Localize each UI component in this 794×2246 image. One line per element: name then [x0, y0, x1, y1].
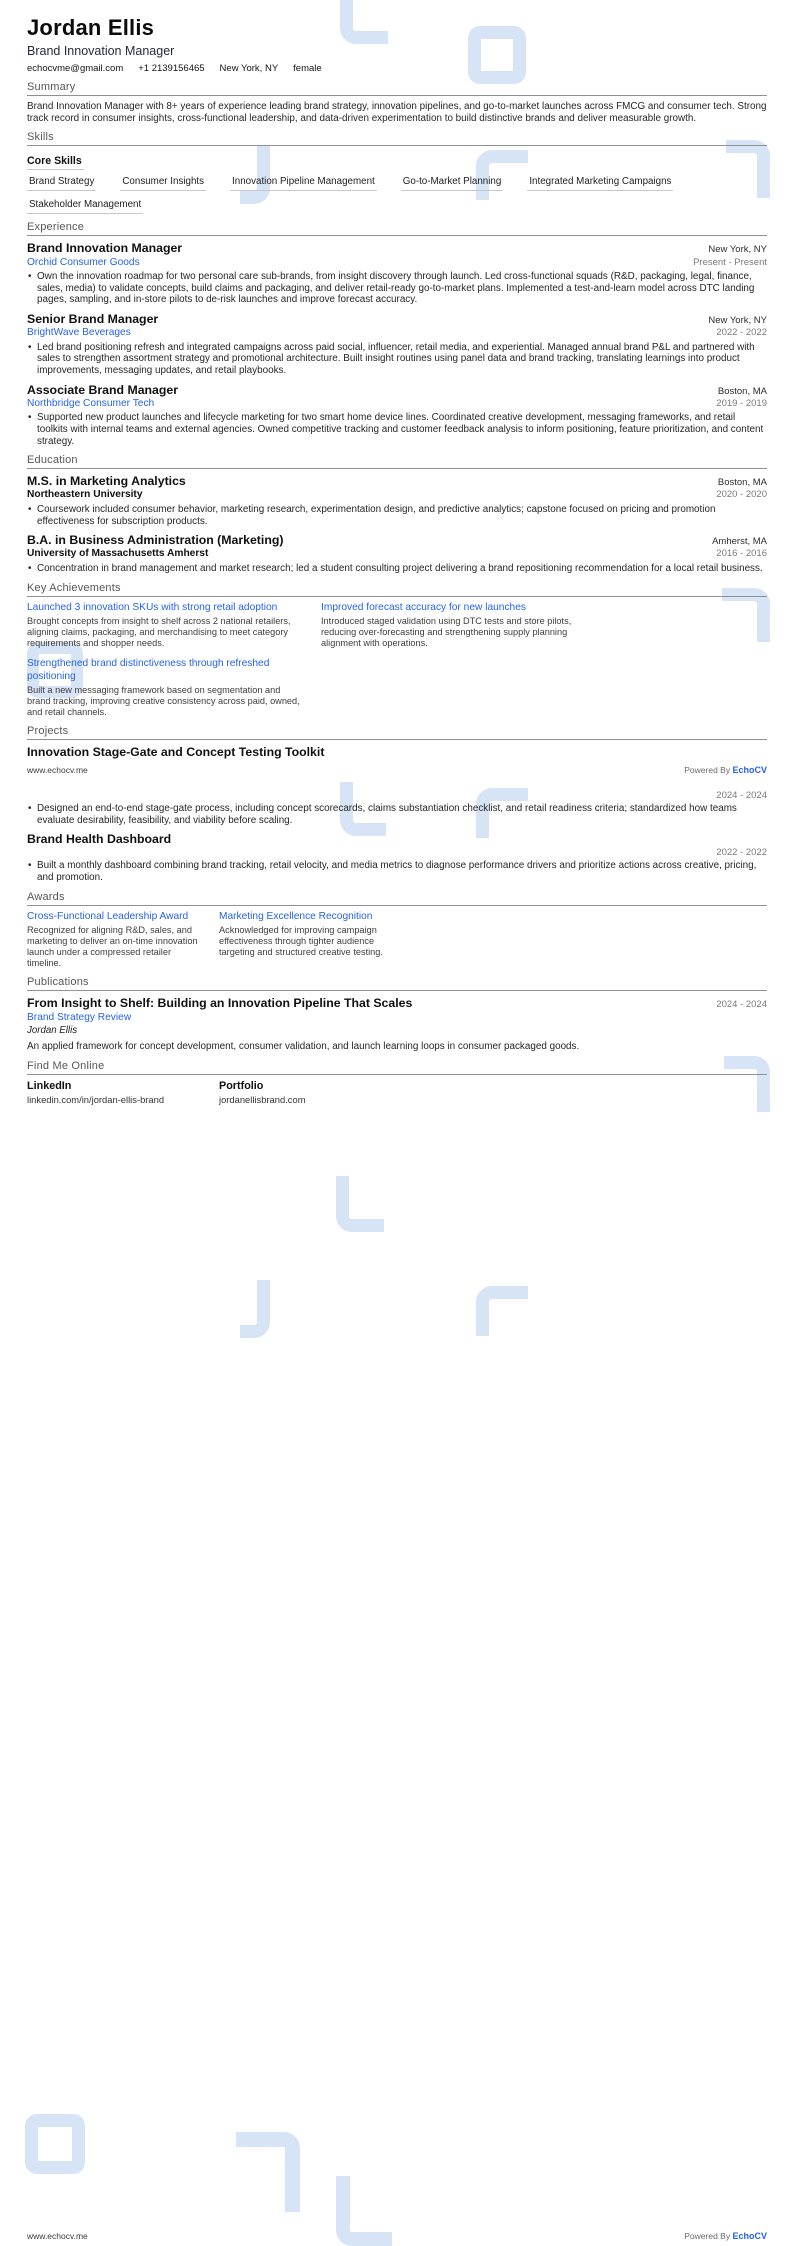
- job-location: Boston, MA: [717, 385, 767, 397]
- section-find-me-online: [27, 1060, 767, 1105]
- decorative-shape: [240, 1280, 270, 1338]
- degree-title: M.S. in Marketing Analytics: [27, 474, 186, 489]
- project-bullet: • Designed an end-to-end stage-gate process, including concept scorecards, claims substantiation checklist, and retail readiness criteria; standardized how teams evaluate desirability, feasibility, and viability before scaling.: [27, 803, 767, 826]
- decorative-shape: [25, 2114, 85, 2174]
- job-location: New York, NY: [708, 315, 767, 327]
- project-entry: [27, 790, 767, 826]
- decorative-shape: [336, 1176, 384, 1232]
- section-education: [27, 454, 767, 574]
- education-entry: [27, 533, 767, 574]
- skill-chip: Go-to-Market Planning: [401, 176, 504, 191]
- section-heading-experience: Experience: [27, 221, 767, 236]
- skill-chip-list: [27, 176, 767, 214]
- skill-group-label: Core Skills: [27, 155, 84, 170]
- publication-dates: 2024 - 2024: [716, 998, 767, 1010]
- publication-description: An applied framework for concept development, consumer validation, and launch learning loops in consumer packaged goods.: [27, 1040, 580, 1052]
- section-summary: [27, 81, 767, 125]
- job-bullet-list: [27, 412, 767, 447]
- online-link-url[interactable]: linkedin.com/in/jordan-ellis-brand: [27, 1093, 165, 1105]
- job-bullet: • Supported new product launches and lifecycle marketing for two smart home device lines. Coordinated creative development, messaging frameworks, and retail toolkits with internal teams and external agencies. Owned competitive tracking and customer feedback analysis to inform positioning, feature prioritization, and content strategy.: [27, 412, 767, 447]
- project-dates: 2022 - 2022: [716, 847, 767, 859]
- section-awards: [27, 891, 767, 969]
- job-title: Senior Brand Manager: [27, 312, 159, 327]
- degree-bullet-list: [27, 563, 767, 575]
- degree-bullet: • Coursework included consumer behavior, marketing research, experimentation design, and predictive analytics; capstone focused on pricing and promotion effectiveness for subscription products.: [27, 504, 767, 527]
- job-bullet: • Led brand positioning refresh and integrated campaigns across paid social, influencer, retail media, and experiential. Managed annual brand P&L and partnered with sales to strengthen assortment strategy and promotional architecture. Built insight routines using panel data and brand tracking, translating learnings into product improvements, messaging updates, and retail playbooks.: [27, 342, 767, 377]
- achievement-title: Launched 3 innovation SKUs with strong retail adoption: [27, 601, 278, 613]
- online-link-url[interactable]: jordanellisbrand.com: [219, 1093, 306, 1105]
- award-item: [219, 911, 395, 969]
- section-publications: [27, 976, 767, 1053]
- section-heading-education: Education: [27, 454, 767, 469]
- company-link[interactable]: BrightWave Beverages: [27, 327, 131, 339]
- decorative-shape: [236, 2132, 300, 2212]
- project-bullet-list: [27, 803, 767, 826]
- job-dates: 2019 - 2019: [716, 397, 767, 409]
- online-links-grid: [27, 1080, 767, 1105]
- job-dates: Present - Present: [693, 256, 767, 268]
- experience-entry: [27, 312, 767, 377]
- footer-powered-by: [684, 765, 767, 775]
- contact-gender: female: [293, 62, 322, 74]
- job-location: New York, NY: [708, 244, 767, 256]
- job-bullet: • Own the innovation roadmap for two personal care sub-brands, from insight discovery through launch. Led cross-functional squads (R&D, packaging, legal, finance, sales, media) to validate concepts, build claims and packaging, and deliver retail-ready go-to-market plans. Implemented a test-and-learn model across DTC landing pages, sampling, and in-store pilots to de-risk launches and improve forecast accuracy.: [27, 271, 767, 306]
- company-link[interactable]: Northbridge Consumer Tech: [27, 397, 155, 409]
- degree-dates: 2020 - 2020: [716, 489, 767, 501]
- contact-email[interactable]: echocvme@gmail.com: [27, 62, 124, 74]
- achievement-item: [27, 602, 303, 649]
- school-name: University of Massachusetts Amherst: [27, 548, 209, 560]
- skill-chip: Consumer Insights: [120, 176, 206, 191]
- achievement-description: Brought concepts from insight to shelf across 2 national retailers, aligning claims, packaging, and merchandising to meet category requirements and shopper needs.: [27, 616, 291, 648]
- degree-dates: 2016 - 2016: [716, 548, 767, 560]
- experience-entry: [27, 383, 767, 448]
- online-link-item: [219, 1080, 395, 1105]
- section-experience: [27, 221, 767, 447]
- publication-entry: [27, 996, 767, 1053]
- publication-title: From Insight to Shelf: Building an Innovation Pipeline That Scales: [27, 995, 413, 1010]
- school-name: Northeastern University: [27, 489, 143, 501]
- contact-row: [27, 63, 767, 74]
- section-projects: [27, 725, 767, 760]
- publication-publisher-link[interactable]: Brand Strategy Review: [27, 1011, 132, 1023]
- section-heading-publications: Publications: [27, 976, 767, 991]
- footer-brand-link[interactable]: EchoCV: [732, 765, 767, 775]
- page-footer: [27, 2231, 767, 2241]
- resume-page-2: [0, 780, 794, 2246]
- section-heading-awards: Awards: [27, 891, 767, 906]
- section-heading-key-achievements: Key Achievements: [27, 582, 767, 597]
- project-bullet-list: [27, 860, 767, 883]
- achievement-title: Improved forecast accuracy for new launches: [321, 601, 526, 613]
- job-bullet-list: [27, 342, 767, 377]
- summary-text: Brand Innovation Manager with 8+ years of experience leading brand strategy, innovation pipelines, and go-to-market launches across FMCG and consumer tech. Strong track record in consumer insights, cross-functional leadership, and data-driven experimentation to build distinctive brands and deliver measurable growth.: [27, 100, 767, 124]
- achievements-grid: [27, 602, 767, 718]
- job-bullet-list: [27, 271, 767, 306]
- contact-phone[interactable]: +1 2139156465: [138, 62, 205, 74]
- footer-site-link[interactable]: www.echocv.me: [27, 765, 88, 775]
- award-title: Cross-Functional Leadership Award: [27, 910, 189, 922]
- footer-powered-by-label: Powered By: [684, 2231, 731, 2241]
- section-heading-find-me-online: Find Me Online: [27, 1060, 767, 1075]
- resume-header: [27, 0, 767, 74]
- award-title: Marketing Excellence Recognition: [219, 910, 373, 922]
- achievement-description: Built a new messaging framework based on segmentation and brand tracking, improving creative consistency across paid, owned, and retail channels.: [27, 685, 300, 718]
- footer-powered-by: [684, 2231, 767, 2241]
- project-entry: [27, 832, 767, 883]
- candidate-name: Jordan Ellis: [27, 15, 155, 40]
- section-heading-skills: Skills: [27, 131, 767, 146]
- job-title: Brand Innovation Manager: [27, 241, 183, 256]
- skill-chip: Integrated Marketing Campaigns: [527, 176, 673, 191]
- experience-entry: [27, 241, 767, 306]
- degree-location: Boston, MA: [717, 477, 767, 489]
- award-description: Recognized for aligning R&D, sales, and marketing to deliver an on-time innovation launch under a compressed retailer timeline.: [27, 925, 198, 968]
- page-footer: [27, 765, 767, 775]
- skill-chip: Brand Strategy: [27, 176, 96, 191]
- skill-chip: Stakeholder Management: [27, 199, 143, 214]
- award-description: Acknowledged for improving campaign effectiveness through tighter audience targeting and structured creative testing.: [219, 925, 383, 957]
- footer-site-link[interactable]: www.echocv.me: [27, 2231, 88, 2241]
- resume-page-1: [0, 0, 794, 780]
- publication-author: Jordan Ellis: [27, 1024, 78, 1036]
- skill-chip: Innovation Pipeline Management: [230, 176, 377, 191]
- degree-bullet-list: [27, 504, 767, 527]
- footer-brand-link[interactable]: EchoCV: [732, 2231, 767, 2241]
- degree-bullet: • Concentration in brand management and market research; led a student consulting project delivering a brand repositioning recommendation for a local retail business.: [27, 563, 767, 575]
- project-bullet: • Built a monthly dashboard combining brand tracking, retail velocity, and media metrics to diagnose performance drivers and prioritize actions across creative, pricing, and promotion.: [27, 860, 767, 883]
- degree-location: Amherst, MA: [712, 536, 767, 548]
- section-heading-projects: Projects: [27, 725, 767, 740]
- footer-powered-by-label: Powered By: [684, 765, 731, 775]
- section-key-achievements: [27, 582, 767, 718]
- decorative-shape: [476, 1286, 528, 1336]
- job-dates: 2022 - 2022: [716, 327, 767, 339]
- achievement-item: [321, 602, 597, 649]
- online-link-item: [27, 1080, 203, 1105]
- project-name: Innovation Stage-Gate and Concept Testing Toolkit: [27, 744, 325, 759]
- project-name: Brand Health Dashboard: [27, 832, 172, 847]
- achievement-description: Introduced staged validation using DTC tests and store pilots, reducing over-forecasting and strengthening supply planning alignment with operations.: [321, 616, 572, 648]
- education-entry: [27, 474, 767, 527]
- online-link-label: LinkedIn: [27, 1079, 72, 1092]
- online-link-label: Portfolio: [219, 1079, 264, 1092]
- section-heading-summary: Summary: [27, 81, 767, 96]
- award-item: [27, 911, 203, 969]
- company-link[interactable]: Orchid Consumer Goods: [27, 256, 140, 268]
- project-dates: 2024 - 2024: [716, 790, 767, 801]
- job-title: Associate Brand Manager: [27, 382, 179, 397]
- achievement-title: Strengthened brand distinctiveness through refreshed positioning: [27, 657, 270, 682]
- awards-grid: [27, 911, 767, 969]
- contact-location: New York, NY: [219, 62, 279, 74]
- degree-title: B.A. in Business Administration (Marketing): [27, 533, 284, 548]
- achievement-item: [27, 658, 303, 718]
- candidate-title: Brand Innovation Manager: [27, 43, 175, 58]
- section-skills: [27, 131, 767, 214]
